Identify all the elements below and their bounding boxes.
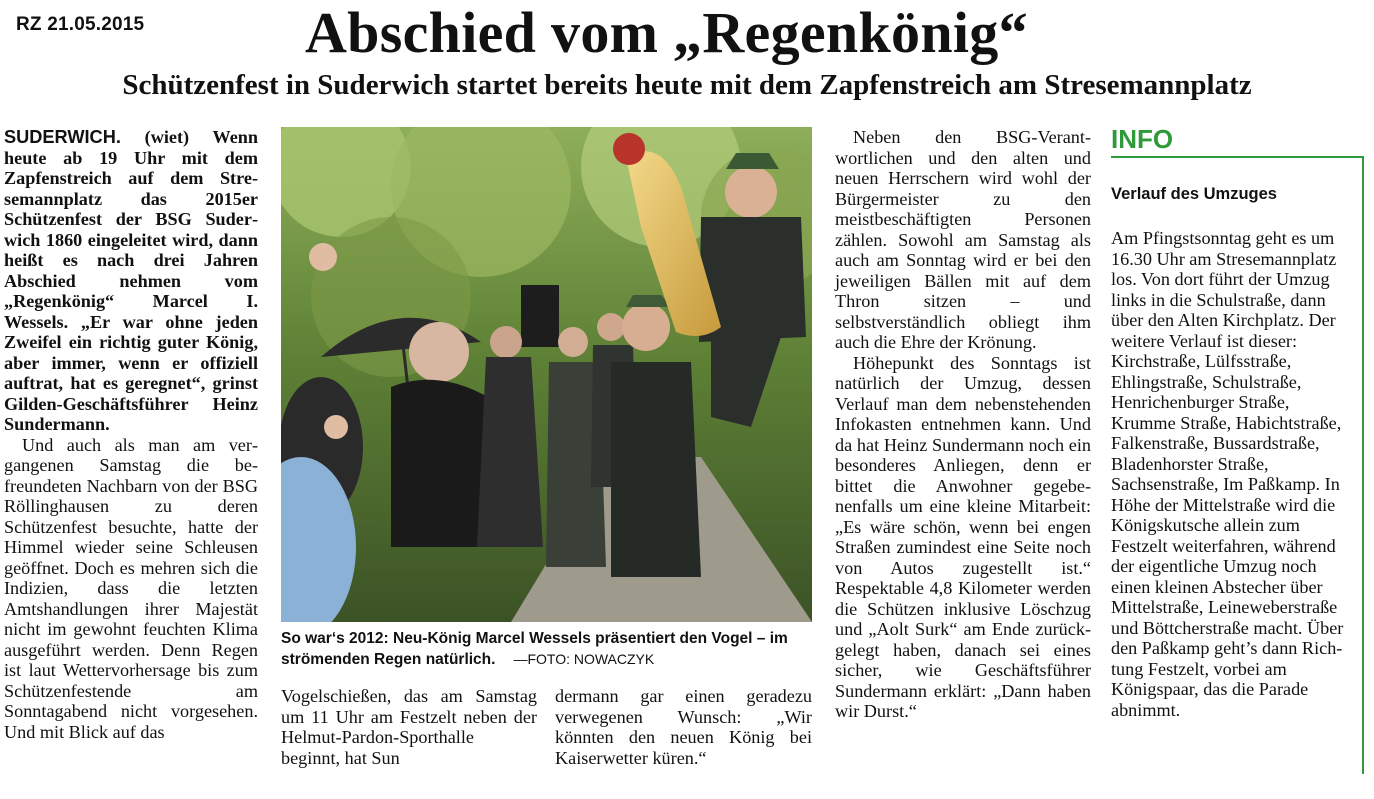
article-photo	[281, 127, 812, 622]
info-rule-right	[1362, 156, 1364, 774]
dateline: RZ 21.05.2015	[16, 14, 145, 35]
subheadline: Schützenfest in Suderwich startet bereits heute mit dem Zapfenstreich am Stresemannplatz	[122, 69, 1252, 101]
article-column-4	[835, 127, 1091, 722]
article-lead	[4, 127, 258, 435]
photo-caption	[281, 628, 812, 670]
article-body-2: Vogelschießen, das am Samstag um 11 Uhr am Festzelt neben der Helmut-Pardon-Sporthalle beginnt, hat Sun	[281, 686, 537, 768]
photo-illustration	[281, 127, 812, 622]
info-rule-top	[1111, 156, 1364, 158]
photo-caption-text: So war‘s 2012: Neu-König Marcel Wessels präsentiert den Vogel – im strömenden Regen natürlich.	[281, 630, 788, 668]
article-column-2	[281, 686, 537, 768]
headline: Abschied vom „Regenkönig“	[305, 0, 1028, 65]
article-column-1	[4, 127, 258, 742]
article-body-4b: Höhepunkt des Sonntags ist natürlich der Umzug, dessen Verlauf man dem nebenstehenden Infokasten entnehmen kann. Und da hat Heinz Sundermann noch ein besonderes Anliegen, denn er bittet die Anwohner gegebenenfalls um eine kleine Mitarbeit: „Es wäre schön, wenn bei engen Straßen zumindest eine Seite noch von Autos zugestellt ist.“ Respektable 4,8 Kilometer werden die Schützen inklusive Löschzug und „Aolt Surk“ am Ende zurückgelegt haben, danach sei eines sicher, wie Geschäftsführer Sundermann erklärt: „Dann haben wir Durst.“	[835, 352, 1091, 721]
info-title: INFO	[1111, 124, 1174, 154]
info-body: Am Pfingstsonntag geht es um 16.30 Uhr am Stresemannplatz los. Von dort führt der Umzug links in die Schulstraße, dann über den Alten Kirchplatz. Der weitere Verlauf ist dieser: Kirchstraße, Lülfsstraße, Ehlingstraße, Schulstraße, Henrichenburger Straße, Krumme Straße, Habichtstraße, Falkenstraße, Bussardstraße, Bladenhorster Straße, Sachsenstraße, Im Paßkamp. In Höhe der Mittelstraße wird die Königskutsche allein zum Festzelt weiterfahren, während der eigentliche Umzug noch einen kleinen Abstecher über Mittelstraße, Leineweberstraße und Böttcherstraße macht. Über den Paßkamp geht’s dann Richtung Festzelt, vorbei am Königspaar, das die Parade abnimmt.	[1111, 228, 1344, 720]
article-place: SUDERWICH.	[4, 127, 121, 147]
photo-credit: —FOTO: NOWACZYK	[513, 651, 655, 667]
article-body-1: Und auch als man am vergangenen Samstag die befreundeten Nachbarn von der BSG Röllinghausen zu deren Schützenfest besuchte, hatte der Himmel wieder seine Schleusen geöffnet. Doch es mehren sich die Indizien, dass die letzten Amtshandlungen ihrer Majestät nicht im gewohnt feuchten Klima ausgeführt werden. Denn Regen ist laut Wettervorhersage bis zum Schützenfestende am Sonntagabend nicht vorgesehen. Und mit Blick auf das	[4, 434, 258, 742]
info-heading: Verlauf des Umzuges	[1111, 185, 1277, 203]
article-lead-text: (wiet) Wenn heute ab 19 Uhr mit dem Zapfenstreich auf dem Stresemannplatz das 2015er Schützenfest der BSG Suderwich 1860 eingeleitet wird, dann heißt es nach drei Jahren Abschied nehmen vom „Regenkönig“ Marcel I. Wessels. „Er war ohne jeden Zweifel ein richtig guter König, aber immer, wenn er offiziell auftrat, hat es geregnet“, grinst Gilden-Geschäftsführer Heinz Sundermann.	[4, 127, 259, 434]
article-body-3: dermann gar einen geradezu verwegenen Wunsch: „Wir könnten den neuen König bei Kaiserwetter küren.“	[555, 686, 812, 768]
article-body-4a: Neben den BSG-Verantwortlichen und den alten und neuen Herrschern wird wohl der Bürgermeister zu den meistbeschäftigten Personen zählen. Sowohl am Samstag als auch am Sonntag wird er bei den jeweiligen Bällen mit auf dem Thron sitzen – und selbstverständlich obliegt ihm auch die Ehre der Krönung.	[835, 127, 1091, 352]
article-column-3	[555, 686, 812, 768]
